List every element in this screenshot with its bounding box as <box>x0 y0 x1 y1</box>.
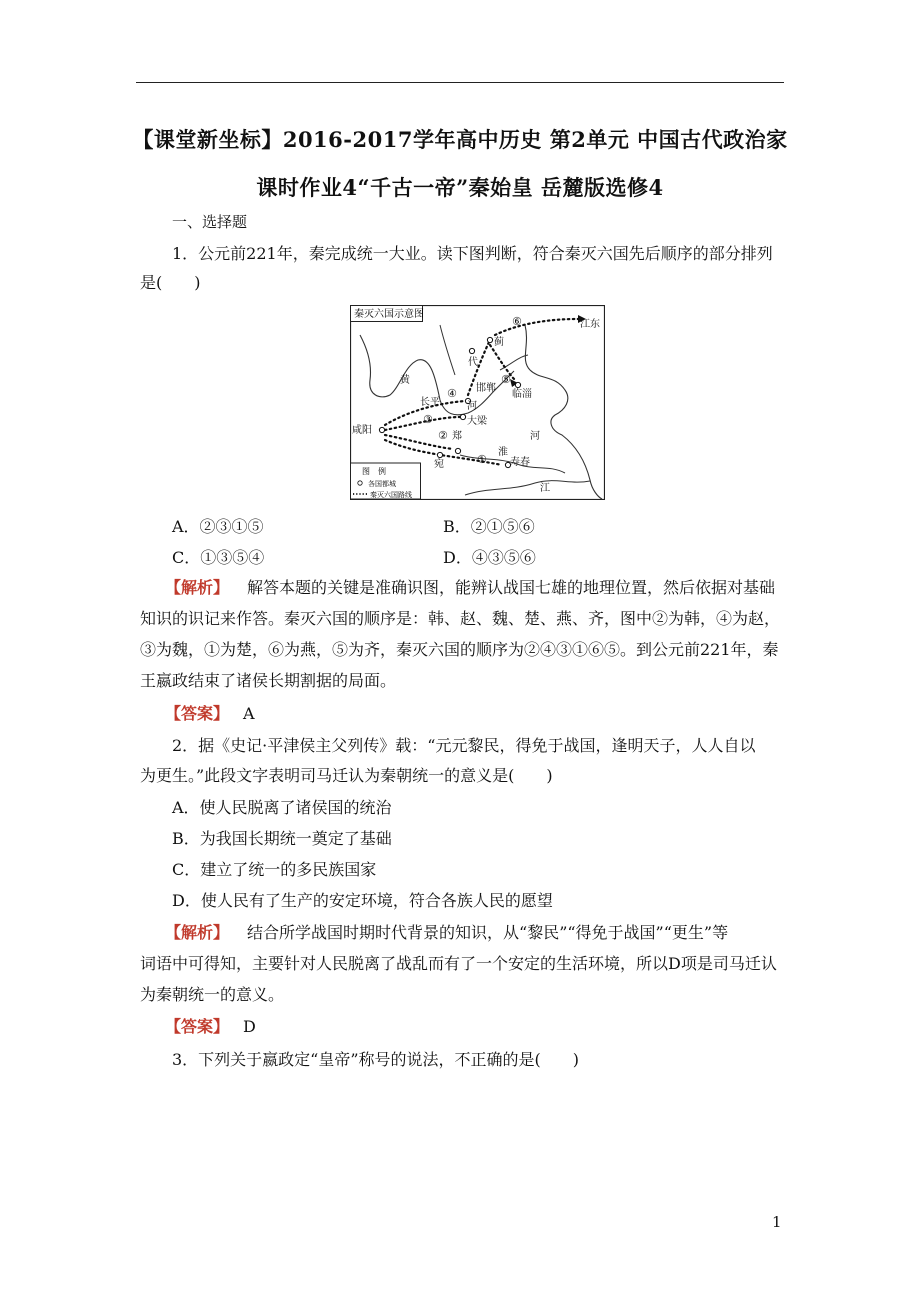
q1-analysis-line2: 知识的识记来作答。秦灭六国的顺序是：韩、赵、魏、楚、燕、齐，图中②为韩，④为赵， <box>140 609 781 628</box>
q2-analysis-tag: 【解析】 <box>165 923 230 942</box>
page-number: 1 <box>772 1213 782 1231</box>
map-num-4: ④ <box>447 387 457 400</box>
q1-analysis-line3: ③为魏，①为楚，⑥为燕，⑤为齐，秦灭六国的顺序为②④③①⑥⑤。到公元前221年，秦 <box>140 640 779 659</box>
q2-analysis-text1: 结合所学战国时期时代背景的知识，从“黎民”“得免于战国”“更生”等 <box>247 923 729 942</box>
q2-option-d: D．使人民有了生产的安定环境，符合各族人民的愿望 <box>172 891 553 910</box>
q2-answer-tag: 【答案】 <box>165 1017 230 1036</box>
q1-answer-tag: 【答案】 <box>165 704 230 723</box>
map-label-handan: 邯郸 <box>476 383 496 394</box>
map-label-he: 河 <box>467 401 477 412</box>
map-label-jiangdong: 江东 <box>580 319 600 330</box>
map-label-zheng: 郑 <box>452 431 462 442</box>
section-heading: 一、选择题 <box>172 213 248 231</box>
map-num-5: ⑤ <box>501 373 511 386</box>
q2-answer <box>165 1017 256 1037</box>
map-title: 秦灭六国示意图 <box>354 309 424 320</box>
map-label-xianyang: 咸阳 <box>352 425 372 436</box>
q1-analysis-text1: 解答本题的关键是准确识图，能辨认战国七雄的地理位置，然后依据对基础 <box>247 578 776 597</box>
q2-option-b: B．为我国长期统一奠定了基础 <box>172 829 392 848</box>
q2-stem-line1: 2．据《史记·平津侯主父列传》载：“元元黎民，得免于战国，逢明天子，人人自以 <box>172 736 756 755</box>
q1-analysis-line4: 王嬴政结束了诸侯长期割据的局面。 <box>140 671 397 690</box>
q3-stem-line1: 3．下列关于嬴政定“皇帝”称号的说法，不正确的是( ) <box>172 1050 580 1069</box>
map-label-jiang: 江 <box>540 483 550 494</box>
map-label-daliang: 大梁 <box>467 416 487 427</box>
map-label-huang: 黄 <box>400 375 410 386</box>
q2-answer-value: D <box>243 1017 256 1036</box>
q1-map <box>350 305 605 500</box>
q1-option-d: D．④③⑤⑥ <box>443 548 536 567</box>
map-label-changping: 长平 <box>420 397 440 408</box>
q1-stem-line1: 1．公元前221年，秦完成统一大业。读下图判断，符合秦灭六国先后顺序的部分排列 <box>172 244 773 263</box>
q1-option-c: C．①③⑤④ <box>172 548 265 567</box>
map-label-shouchun: 寿春 <box>510 457 530 468</box>
legend-title: 图 例 <box>362 467 386 476</box>
map-num-1: ① <box>477 453 487 466</box>
doc-title-line1: 【课堂新坐标】2016-2017学年高中历史 第2单元 中国古代政治家 <box>132 127 788 152</box>
map-label-he2: 河 <box>530 431 540 442</box>
map-num-6: ⑥ <box>512 315 522 328</box>
q1-option-b: B．②①⑤⑥ <box>443 517 535 536</box>
map-num-2: ② <box>438 429 448 442</box>
map-label-dai: 代 <box>468 357 478 368</box>
q1-answer-value: A <box>243 704 255 723</box>
map-label-linzi: 临淄 <box>512 389 532 400</box>
map-num-3: ③ <box>423 413 433 426</box>
q1-analysis-tag: 【解析】 <box>165 578 230 597</box>
header-rule <box>136 82 784 83</box>
q2-analysis-line3: 为秦朝统一的意义。 <box>140 985 285 1004</box>
q1-stem-line2: 是( ) <box>140 273 201 292</box>
q1-analysis-line1 <box>165 578 775 598</box>
doc-title-line2: 课时作业4“千古一帝”秦始皇 岳麓版选修4 <box>256 175 664 200</box>
map-label-wan: 宛 <box>434 459 444 470</box>
legend-capital: 各国都城 <box>368 480 396 488</box>
q1-option-a: A．②③①⑤ <box>172 517 264 536</box>
q2-stem-line2: 为更生。”此段文字表明司马迁认为秦朝统一的意义是( ) <box>140 766 553 785</box>
map-label-huai: 淮 <box>498 447 508 458</box>
q1-answer <box>165 704 255 724</box>
q2-analysis-line1 <box>165 923 728 943</box>
q2-analysis-line2: 词语中可得知，主要针对人民脱离了战乱而有了一个安定的生活环境，所以D项是司马迁认 <box>140 954 777 973</box>
legend-route: 秦灭六国路线 <box>370 491 412 499</box>
q2-option-a: A．使人民脱离了诸侯国的统治 <box>172 798 392 817</box>
map-label-ji: 蓟 <box>494 337 504 348</box>
q2-option-c: C．建立了统一的多民族国家 <box>172 860 377 879</box>
